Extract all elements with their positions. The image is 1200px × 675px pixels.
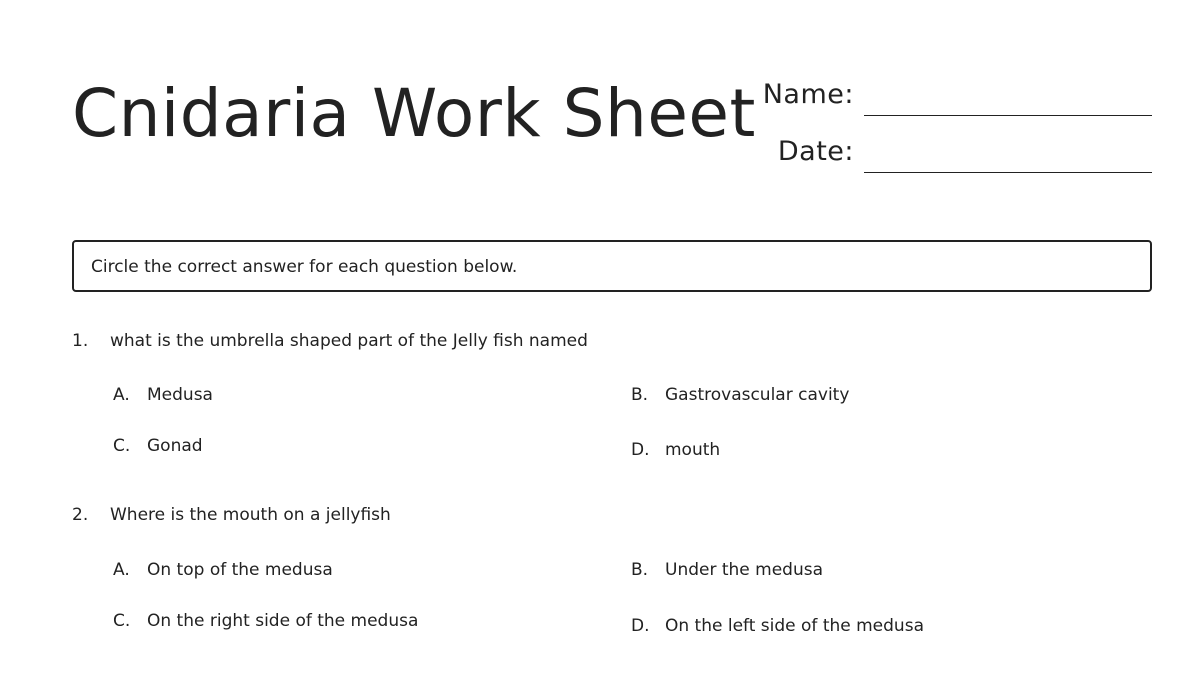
question-number: 2.: [72, 505, 89, 525]
option-letter: D.: [631, 440, 650, 460]
option-text: Under the medusa: [665, 560, 824, 580]
option-letter: A.: [113, 560, 130, 580]
date-label: Date:: [777, 136, 854, 167]
option-text: Medusa: [147, 385, 213, 405]
option-letter: D.: [631, 616, 650, 636]
page-title: Cnidaria Work Sheet: [72, 75, 756, 152]
name-label: Name:: [762, 79, 854, 110]
option-letter: A.: [113, 385, 130, 405]
option-text: On top of the medusa: [147, 560, 333, 580]
option-text: mouth: [665, 440, 721, 460]
option-letter: B.: [631, 560, 649, 580]
option-text: Gastrovascular cavity: [665, 385, 850, 405]
name-field[interactable]: [864, 115, 1152, 116]
option-letter: B.: [631, 385, 649, 405]
option-text: Gonad: [147, 436, 203, 456]
question-text: what is the umbrella shaped part of the Jelly fish named: [110, 331, 588, 351]
option-letter: C.: [113, 611, 131, 631]
instructions-text: Circle the correct answer for each question below.: [91, 257, 518, 277]
option-text: On the left side of the medusa: [665, 616, 924, 636]
question-number: 1.: [72, 331, 89, 351]
option-text: On the right side of the medusa: [147, 611, 419, 631]
question-text: Where is the mouth on a jellyfish: [110, 505, 391, 525]
date-field[interactable]: [864, 172, 1152, 173]
option-letter: C.: [113, 436, 131, 456]
instructions-box: [72, 240, 1152, 292]
